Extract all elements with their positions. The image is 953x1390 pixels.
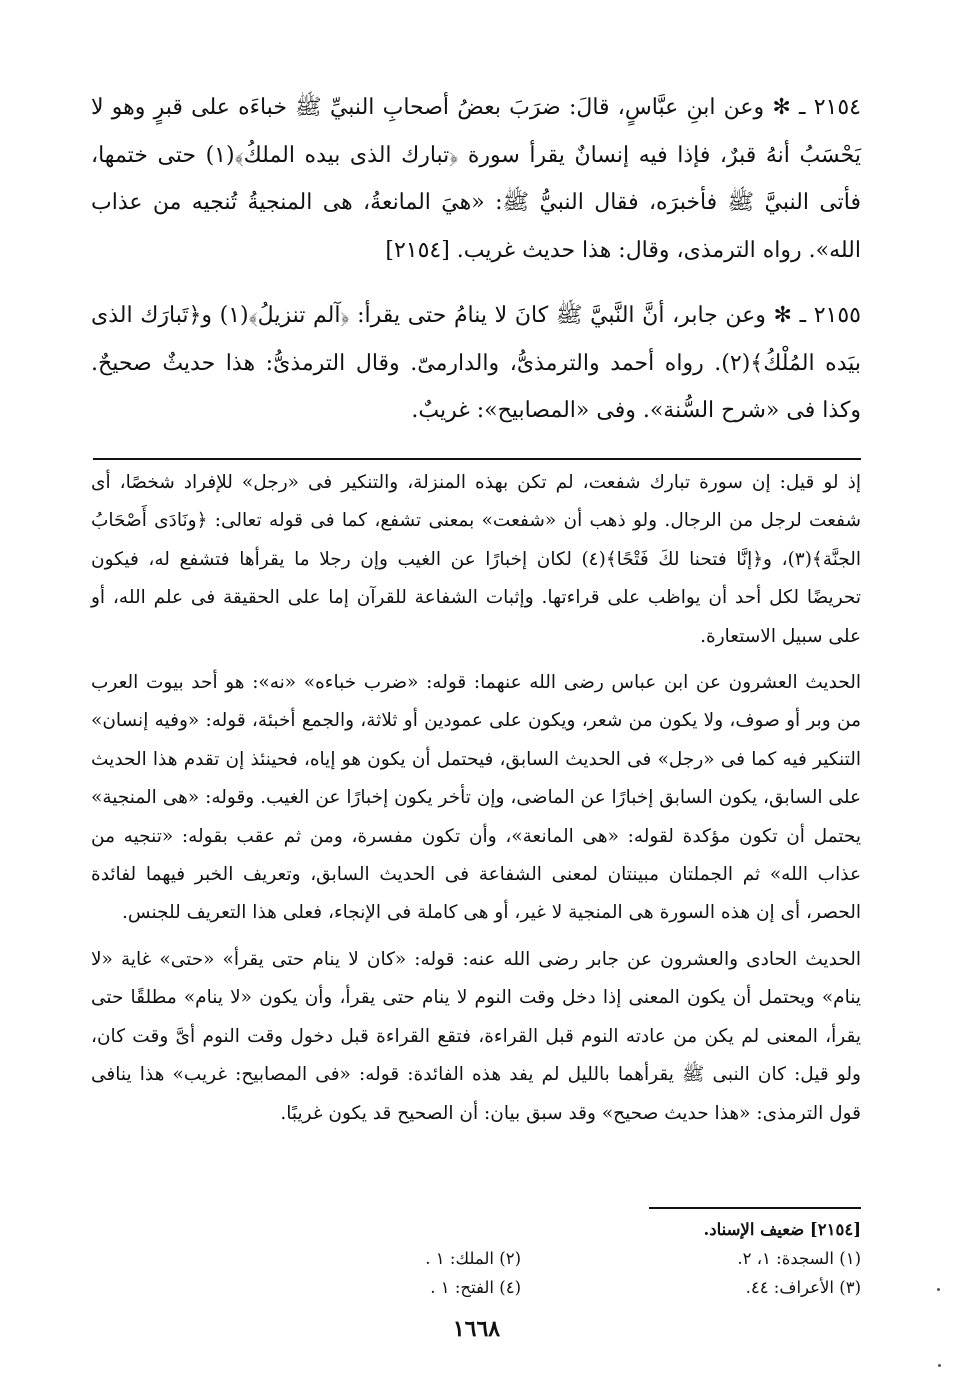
- footnote: (١) السجدة: ١، ٢.: [737, 1249, 861, 1268]
- scan-speck: [937, 1288, 940, 1291]
- footnotes: [101, 1215, 861, 1302]
- commentary-paragraph: إذ لو قيل: إن سورة تبارك شفعت، لم تكن بهذه المنزلة، والتنكير فى «رجل» للإفراد شخصًا، أى شفعت لرجل من الرجال. ولو ذهب أن «شفعت» بمعنى تشفع، كما فى قوله تعالى: ﴿ونَادَى أَصْحَابُ الجنَّة﴾(٣)، و﴿إنَّا فتحنا لكَ فَتْحًا﴾(٤) لكان إخبارًا عن الغيب وإن رجلا ما يقرأها فتشفع له، فيكون تحريضًا لكل أحد أن يواظب على قراءتها. وإثبات الشفاعة للقرآن إما على الحقيقة فى علم الله، أو على سبيل الاستعارة.: [91, 472, 861, 647]
- hadith-text: ٢١٥٤ ـ ✻ وعن ابنِ عبَّاسٍ، قالَ: ضرَبَ بعضُ أصحابِ النبيِّ ﷺ خباءَه على قبرٍ وهو لا يَحْسَبُ أنهُ قبرٌ، فإذا فيه إنسانٌ يقرأ سورة ﴿تبارك الذى بيده الملكُ﴾(١) حتى ختمها، فأتى النبيَّ ﷺ فأخبرَه، فقال النبيُّ ﷺ: «هيَ المانعةُ، هى المنجيةُ تُنجيه من عذاب الله». رواه الترمذى، وقال: هذا حديث غريب. [٢١٥٤]: [91, 95, 862, 263]
- commentary-paragraph: الحديث الحادى والعشرون عن جابر رضى الله عنه: قوله: «كان لا ينام حتى يقرأ» «حتى» غاية «لا ينام» ويحتمل أن يكون المعنى إذا دخل وقت النوم لا ينام حتى يقرأ، وأن يكون «لا ينام» مطلقًا حتى يقرأ، المعنى لم يكن من عادته النوم قبل القراءة، فتقع القراءة قبل دخول وقت النوم أىَّ وقت كان، ولو قيل: كان النبى ﷺ يقرأهما بالليل لم يفد هذه الفائدة: قوله: «فى المصابيح: غريب» هذا ينافى قول الترمذى: «هذا حديث صحيح» وقد سبق بيان: أن الصحيح قد يكون غريبًا.: [91, 948, 861, 1124]
- footnote-row: [101, 1273, 861, 1302]
- footnote: (٣) الأعراف: ٤٤.: [745, 1278, 861, 1297]
- footnote: (٢) الملك: ١ .: [425, 1249, 521, 1268]
- scan-speck: [938, 1364, 941, 1367]
- hadith-text: ٢١٥٥ ـ ✻ وعن جابر، أنَّ النَّبيَّ ﷺ كانَ لا ينامُ حتى يقرأ: ﴿آلم تنزيلُ﴾(١) و﴿تَبارَك الذى بيَده المُلْكُ﴾(٢). رواه أحمد والترمذىُّ، والدارمىّ. وقال الترمذىُّ: هذا حديثٌ صحيحٌ. وكذا فى «شرح السُّنة». وفى «المصابيح»: غريبٌ.: [91, 303, 861, 423]
- grading-note: [٢١٥٤] ضعيف الإسناد.: [703, 1220, 861, 1239]
- footnote: (٤) الفتح: ١ .: [430, 1278, 521, 1297]
- footnote-divider: [649, 1207, 861, 1209]
- commentary-paragraph: الحديث العشرون عن ابن عباس رضى الله عنهما: قوله: «ضرب خباءه» «نه»: هو أحد بيوت العرب من وبر أو صوف، ولا يكون من شعر، ويكون على عمودين أو ثلاثة، والجمع أخبئة، قوله: «وفيه إنسان» التنكير فيه كما فى «رجل» فى الحديث السابق، فيحتمل أن يكون هو إياه، فحينئذ إن تقدم هذا الحديث على السابق، يكون السابق إخبارًا عن الماضى، وإن تأخر يكون إخبارًا عن الغيب. وقوله: «هى المنجية» يحتمل أن تكون مؤكدة لقوله: «هى المانعة»، وأن تكون مفسرة، ومن ثم عقب بقوله: «تنجيه من عذاب الله» ثم الجملتان مبينتان لمعنى الشفاعة فى الحديث السابق، وتعريف الخبر فيهما لفائدة الحصر، أى إن هذه السورة هى المنجية لا غير، أو هى كاملة فى الإنجاء، فعلى هذا التعريف للجنس.: [91, 672, 861, 924]
- hadith-2154: [91, 84, 861, 274]
- commentary-divider: [93, 458, 861, 460]
- footnote-row: [101, 1244, 861, 1273]
- commentary: [91, 464, 861, 1141]
- page-number: ١٦٦٨: [452, 1316, 501, 1342]
- hadith-2155: [91, 292, 861, 435]
